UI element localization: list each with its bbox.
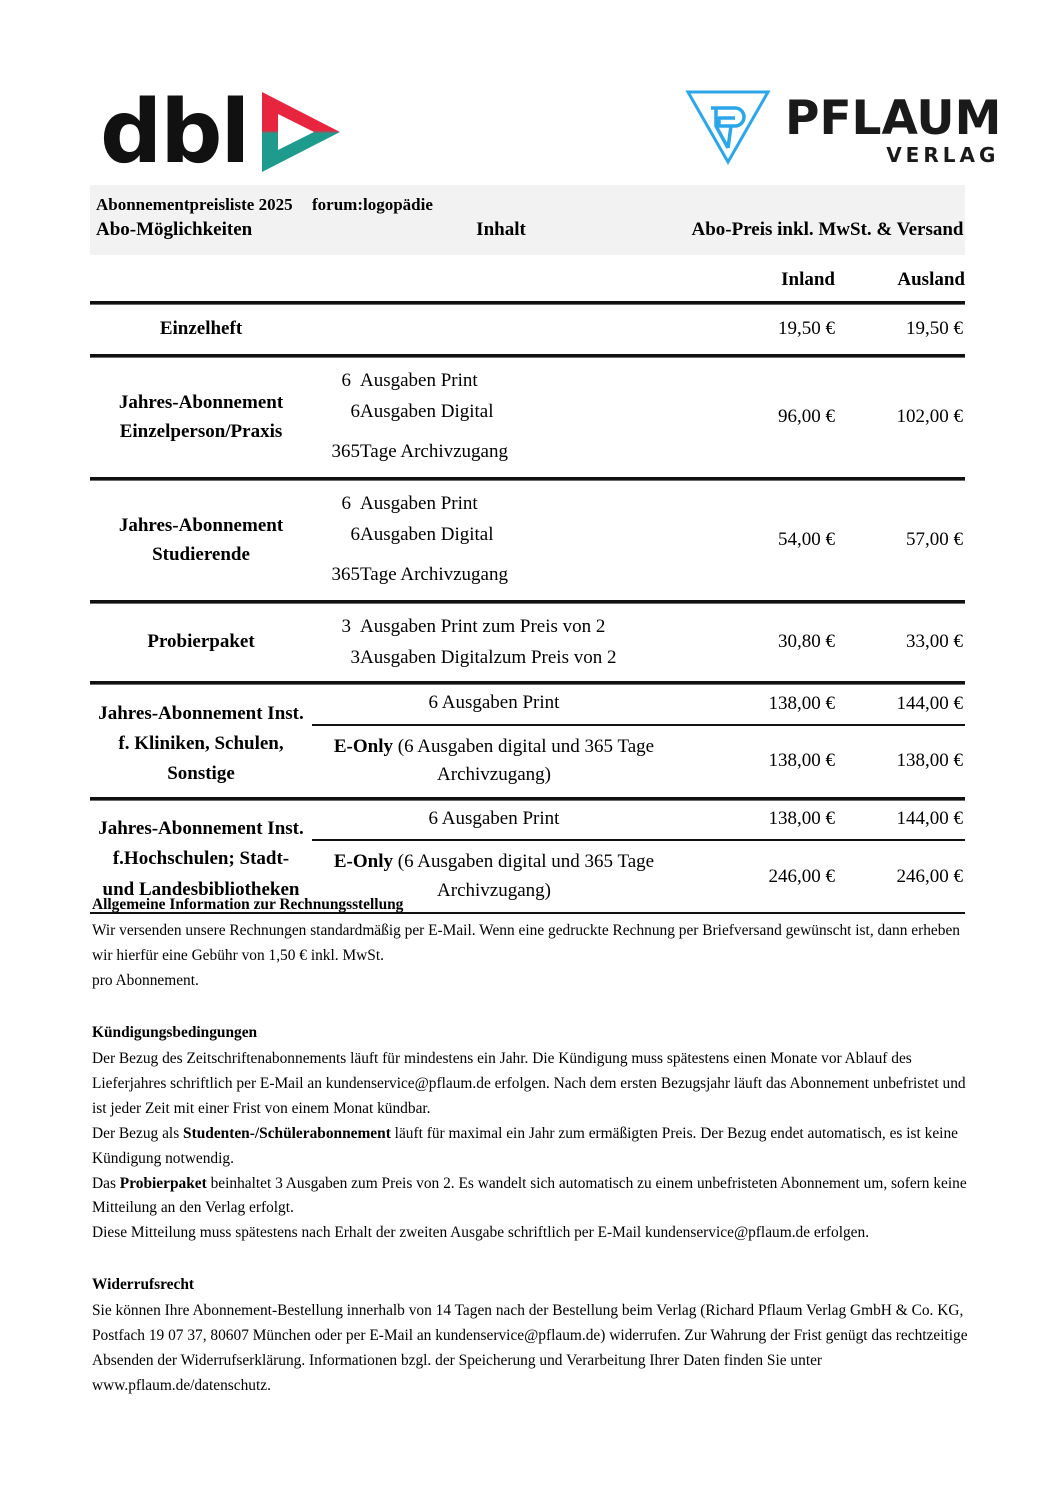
row-price-ausland: 144,00 €	[845, 798, 965, 841]
row-name-line2: f.Hochschulen; Stadt-	[112, 848, 290, 870]
cancellation-p3-bold: Probierpaket	[119, 1174, 207, 1192]
price-table	[90, 185, 965, 914]
row-qty	[312, 302, 360, 355]
item-desc	[312, 725, 690, 798]
item-desc: Ausgaben Digital	[360, 524, 494, 546]
subheader-spacer-1	[90, 255, 312, 302]
col-header-price: Abo-Preis inkl. MwSt. & Versand	[690, 219, 965, 255]
row-price-inland: 138,00 €	[690, 798, 845, 841]
billing-section	[92, 893, 982, 994]
row-name-line1: Jahres-Abonnement Inst.	[98, 818, 304, 840]
cancellation-section	[92, 1021, 982, 1247]
price-table-wrap	[90, 185, 965, 914]
row-name: Einzelheft	[90, 302, 312, 355]
row-price-ausland: 57,00 €	[845, 478, 965, 601]
item-desc: Ausgaben Digital	[360, 401, 494, 423]
withdrawal-section	[92, 1273, 982, 1399]
publication-name: forum:logopädie	[312, 185, 690, 219]
header-spacer	[690, 185, 965, 219]
row-price-ausland: 138,00 €	[845, 725, 965, 798]
item-desc: Tage Archivzugang	[360, 441, 508, 463]
billing-line2: pro Abonnement.	[92, 971, 199, 989]
pflaum-text	[785, 90, 1002, 167]
row-price-inland: 96,00 €	[690, 355, 845, 478]
play-triangle-icon	[258, 88, 344, 181]
row-name	[90, 478, 312, 601]
billing-heading: Allgemeine Information zur Rechnungsstellung	[92, 896, 404, 913]
table-row-probierpaket	[90, 601, 965, 638]
document-title: Abonnementpreisliste 2025	[90, 185, 312, 219]
withdrawal-p2: www.pflaum.de/datenschutz.	[92, 1377, 271, 1395]
eonly-label: E-Only	[333, 735, 393, 757]
table-row-jahresabo-einzelperson	[90, 355, 965, 392]
footer-notes	[92, 893, 982, 1399]
pflaum-triangle-icon	[683, 86, 773, 173]
item-qty: 365	[331, 564, 360, 586]
table-row-jahresabo-studierende	[90, 478, 965, 515]
row-price-ausland: 144,00 €	[845, 682, 965, 725]
logo-row	[0, 80, 1058, 185]
eonly-detail: (6 Ausgaben digital und 365 Tage Archivzugang)	[393, 735, 655, 786]
row-price-inland: 54,00 €	[690, 478, 845, 601]
item-qty: 6	[312, 355, 360, 392]
row-name-line1: Jahres-Abonnement Inst.	[98, 702, 304, 724]
row-price-inland: 138,00 €	[690, 682, 845, 725]
withdrawal-p1: Sie können Ihre Abonnement-Bestellung innerhalb von 14 Tagen nach der Bestellung beim Verlag (Richard Pflaum Verlag GmbH & Co. KG, Postfach 19 07 37, 80607 München oder per E-Mail an kundenservice@pflaum.de) widerrufen. Zur Wahrung der Frist genügt das rechtzeitige Absenden der Widerrufserklärung. Informationen bzgl. der Speicherung und Verarbeitung Ihrer Daten finden Sie unter	[92, 1302, 968, 1370]
item-desc: Ausgaben Print zum Preis von 2	[360, 601, 690, 638]
row-price-inland: 246,00 €	[690, 840, 845, 913]
table-row-inst-hochschulen	[90, 798, 965, 841]
row-name-line3: und Landesbibliotheken	[102, 878, 300, 900]
subheader-spacer-2	[312, 255, 690, 302]
row-price-ausland: 33,00 €	[845, 601, 965, 682]
row-price-ausland: 19,50 €	[845, 302, 965, 355]
row-price-ausland: 246,00 €	[845, 840, 965, 913]
eonly-label: E-Only	[333, 851, 393, 873]
item-desc: 6 Ausgaben Print	[312, 798, 690, 841]
item-qty: 3	[350, 647, 360, 669]
item-desc: Ausgaben Print	[360, 355, 690, 392]
table-row-inst-kliniken	[90, 682, 965, 725]
item-qty: 6	[350, 401, 360, 423]
row-price-ausland: 102,00 €	[845, 355, 965, 478]
row-price-inland: 138,00 €	[690, 725, 845, 798]
row-name-line1: Jahres-Abonnement	[118, 391, 284, 413]
row-desc	[360, 302, 690, 355]
row-price-inland: 19,50 €	[690, 302, 845, 355]
cancellation-p3	[92, 1172, 982, 1222]
col-header-options: Abo-Möglichkeiten	[90, 219, 312, 255]
row-name-line3: Sonstige	[167, 763, 235, 785]
row-name-line2: Studierende	[152, 543, 250, 565]
pflaum-subtitle: VERLAG	[886, 142, 1000, 167]
row-name-line1: Jahres-Abonnement	[118, 514, 284, 536]
row-name-line2: f. Kliniken, Schulen,	[118, 732, 284, 754]
item-qty: 6	[312, 478, 360, 515]
item-desc: Ausgaben Print	[360, 478, 690, 515]
cancellation-p2-pre: Der Bezug als	[92, 1124, 184, 1142]
billing-line1: Wir versenden unsere Rechnungen standardmäßig per E-Mail. Wenn eine gedruckte Rechnung per Briefversand gewünscht ist, dann erheben wir hierfür eine Gebühr von 1,50 € inkl. MwSt.	[92, 921, 960, 964]
dbl-logo	[100, 82, 344, 181]
col-header-ausland: Ausland	[897, 269, 965, 290]
cancellation-p2-bold: Studenten-/Schülerabonnement	[183, 1124, 391, 1142]
cancellation-p2-post: läuft für maximal ein Jahr zum ermäßigten Preis. Der Bezug endet automatisch, es ist keine Kündigung notwendig.	[92, 1124, 958, 1167]
col-header-inland: Inland	[781, 269, 835, 290]
item-desc: Tage Archivzugang	[360, 564, 508, 586]
row-name	[90, 355, 312, 478]
cancellation-p4: Diese Mitteilung muss spätestens nach Erhalt der zweiten Ausgabe schriftlich per E-Mail kundenservice@pflaum.de erfolgen.	[92, 1224, 870, 1242]
row-name-line2: Einzelperson/Praxis	[119, 420, 283, 442]
table-row-einzelheft	[90, 302, 965, 355]
item-qty: 6	[350, 524, 360, 546]
item-qty: 365	[331, 441, 360, 463]
row-name: Probierpaket	[90, 601, 312, 682]
table-header-title-row	[90, 185, 965, 219]
pflaum-logo	[683, 86, 1001, 173]
table-subheader-row	[90, 255, 965, 302]
row-name	[90, 682, 312, 798]
col-header-content: Inhalt	[312, 219, 690, 255]
item-desc: Ausgaben Digitalzum Preis von 2	[360, 647, 617, 669]
cancellation-p2	[92, 1122, 982, 1172]
cancellation-p1: Der Bezug des Zeitschriftenabonnements läuft für mindestens ein Jahr. Die Kündigung muss spätestens einen Monate vor Ablauf des Lieferjahres schriftlich per E-Mail an kundenservice@pflaum.de erfolgen. Nach dem ersten Bezugsjahr läuft das Abonnement unbefristet und ist jeder Zeit mit einer Frist von einem Monat kündbar.	[92, 1049, 966, 1117]
cancellation-heading: Kündigungsbedingungen	[92, 1023, 258, 1041]
cancellation-p3-pre: Das	[92, 1174, 120, 1192]
dbl-wordmark: dbl	[100, 80, 249, 183]
row-price-inland: 30,80 €	[690, 601, 845, 682]
pflaum-name: PFLAUM	[785, 90, 1002, 146]
table-header-columns-row	[90, 219, 965, 255]
cancellation-p3-post: beinhaltet 3 Ausgaben zum Preis von 2. Es wandelt sich automatisch zu einem unbefristeten Abonnement um, sofern keine Mitteilung an den Verlag erfolgt.	[92, 1174, 967, 1217]
item-qty: 3	[312, 601, 360, 638]
withdrawal-heading: Widerrufsrecht	[92, 1276, 195, 1294]
item-desc: 6 Ausgaben Print	[312, 682, 690, 725]
eonly-detail: (6 Ausgaben digital und 365 Tage Archivzugang)	[393, 851, 655, 901]
